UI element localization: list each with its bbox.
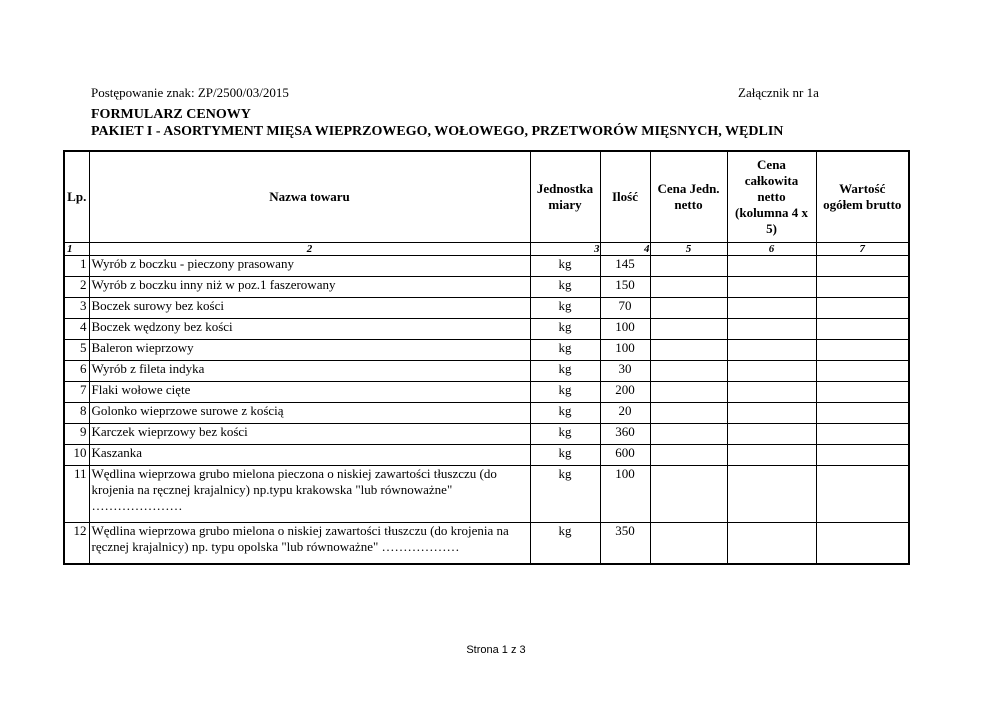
cell-lp: 4 [64, 318, 89, 339]
cell-total-net[interactable] [727, 465, 816, 522]
table-row [64, 339, 909, 360]
table-row [64, 318, 909, 339]
cell-lp: 8 [64, 402, 89, 423]
cell-total-gross[interactable] [816, 423, 909, 444]
col-header-total-gross: Wartość ogółem brutto [816, 151, 909, 242]
cell-quantity: 600 [600, 444, 650, 465]
cell-product-name: Wyrób z fileta indyka [89, 360, 530, 381]
cell-unit-price[interactable] [650, 360, 727, 381]
table-row [64, 255, 909, 276]
cell-unit-price[interactable] [650, 465, 727, 522]
cell-total-net[interactable] [727, 522, 816, 564]
table-row [64, 522, 909, 564]
cell-unit: kg [530, 423, 600, 444]
col-header-total-net: Cena całkowita netto (kolumna 4 x 5) [727, 151, 816, 242]
cell-unit-price[interactable] [650, 381, 727, 402]
cell-quantity: 20 [600, 402, 650, 423]
cell-lp: 5 [64, 339, 89, 360]
cell-lp: 1 [64, 255, 89, 276]
table-row [64, 444, 909, 465]
cell-total-net[interactable] [727, 444, 816, 465]
column-number: 7 [816, 242, 909, 255]
cell-product-name: Wędlina wieprzowa grubo mielona pieczona o niskiej zawartości tłuszczu (do krojenia na ręcznej krajalnicy) np.typu krakowska "lub równoważne" ………………… [89, 465, 530, 522]
form-title: FORMULARZ CENOWY [91, 107, 251, 122]
package-title: PAKIET I - ASORTYMENT MIĘSA WIEPRZOWEGO, WOŁOWEGO, PRZETWORÓW MIĘSNYCH, WĘDLIN [91, 124, 784, 139]
cell-total-net[interactable] [727, 276, 816, 297]
cell-unit-price[interactable] [650, 297, 727, 318]
cell-unit: kg [530, 276, 600, 297]
cell-total-gross[interactable] [816, 402, 909, 423]
header-row [64, 151, 909, 242]
cell-lp: 10 [64, 444, 89, 465]
cell-total-net[interactable] [727, 339, 816, 360]
cell-total-gross[interactable] [816, 360, 909, 381]
cell-unit-price[interactable] [650, 255, 727, 276]
cell-total-gross[interactable] [816, 465, 909, 522]
cell-lp: 11 [64, 465, 89, 522]
cell-total-net[interactable] [727, 381, 816, 402]
cell-unit-price[interactable] [650, 522, 727, 564]
cell-total-gross[interactable] [816, 255, 909, 276]
cell-lp: 7 [64, 381, 89, 402]
column-number-row [64, 242, 909, 255]
table-row [64, 465, 909, 522]
cell-quantity: 100 [600, 465, 650, 522]
cell-product-name: Wędlina wieprzowa grubo mielona o niskiej zawartości tłuszczu (do krojenia na ręcznej krajalnicy) np. typu opolska "lub równoważne" ……………… [89, 522, 530, 564]
cell-unit-price[interactable] [650, 402, 727, 423]
cell-product-name: Baleron wieprzowy [89, 339, 530, 360]
column-number: 6 [727, 242, 816, 255]
column-number: 1 [64, 242, 89, 255]
cell-unit-price[interactable] [650, 423, 727, 444]
cell-total-gross[interactable] [816, 444, 909, 465]
cell-total-gross[interactable] [816, 339, 909, 360]
column-number: 3 [530, 242, 600, 255]
cell-unit-price[interactable] [650, 339, 727, 360]
cell-product-name: Boczek wędzony bez kości [89, 318, 530, 339]
cell-quantity: 30 [600, 360, 650, 381]
cell-unit: kg [530, 255, 600, 276]
cell-unit: kg [530, 381, 600, 402]
cell-unit: kg [530, 318, 600, 339]
cell-lp: 3 [64, 297, 89, 318]
table-row [64, 360, 909, 381]
cell-total-gross[interactable] [816, 318, 909, 339]
cell-total-gross[interactable] [816, 381, 909, 402]
cell-total-gross[interactable] [816, 276, 909, 297]
cell-quantity: 100 [600, 339, 650, 360]
cell-unit: kg [530, 444, 600, 465]
cell-unit: kg [530, 339, 600, 360]
cell-unit: kg [530, 297, 600, 318]
cell-total-gross[interactable] [816, 522, 909, 564]
col-header-name: Nazwa towaru [89, 151, 530, 242]
cell-lp: 9 [64, 423, 89, 444]
table-row [64, 276, 909, 297]
cell-unit: kg [530, 402, 600, 423]
column-number: 4 [600, 242, 650, 255]
cell-quantity: 200 [600, 381, 650, 402]
col-header-lp: Lp. [64, 151, 89, 242]
cell-product-name: Boczek surowy bez kości [89, 297, 530, 318]
col-header-qty: Ilość [600, 151, 650, 242]
cell-quantity: 100 [600, 318, 650, 339]
cell-product-name: Wyrób z boczku - pieczony prasowany [89, 255, 530, 276]
cell-product-name: Golonko wieprzowe surowe z kością [89, 402, 530, 423]
table-body [64, 255, 909, 564]
cell-unit-price[interactable] [650, 318, 727, 339]
col-header-unit-price: Cena Jedn. netto [650, 151, 727, 242]
attachment-label: Załącznik nr 1a [738, 85, 819, 100]
cell-unit-price[interactable] [650, 444, 727, 465]
table-row [64, 423, 909, 444]
cell-total-net[interactable] [727, 318, 816, 339]
cell-total-net[interactable] [727, 297, 816, 318]
table-row [64, 381, 909, 402]
cell-total-net[interactable] [727, 423, 816, 444]
procedure-reference: Postępowanie znak: ZP/2500/03/2015 [91, 85, 289, 100]
cell-quantity: 350 [600, 522, 650, 564]
cell-quantity: 70 [600, 297, 650, 318]
cell-total-net[interactable] [727, 402, 816, 423]
cell-quantity: 150 [600, 276, 650, 297]
table-row [64, 402, 909, 423]
price-table [63, 150, 910, 565]
cell-product-name: Wyrób z boczku inny niż w poz.1 faszerowany [89, 276, 530, 297]
cell-unit-price[interactable] [650, 276, 727, 297]
cell-product-name: Karczek wieprzowy bez kości [89, 423, 530, 444]
cell-total-gross[interactable] [816, 297, 909, 318]
table-row [64, 297, 909, 318]
cell-total-net[interactable] [727, 255, 816, 276]
cell-total-net[interactable] [727, 360, 816, 381]
col-header-unit: Jednostka miary [530, 151, 600, 242]
cell-unit: kg [530, 522, 600, 564]
cell-unit: kg [530, 465, 600, 522]
cell-lp: 12 [64, 522, 89, 564]
cell-quantity: 145 [600, 255, 650, 276]
cell-quantity: 360 [600, 423, 650, 444]
column-number: 5 [650, 242, 727, 255]
cell-product-name: Flaki wołowe cięte [89, 381, 530, 402]
cell-product-name: Kaszanka [89, 444, 530, 465]
cell-lp: 2 [64, 276, 89, 297]
column-number: 2 [89, 242, 530, 255]
cell-lp: 6 [64, 360, 89, 381]
page-number: Strona 1 z 3 [466, 644, 526, 656]
cell-unit: kg [530, 360, 600, 381]
